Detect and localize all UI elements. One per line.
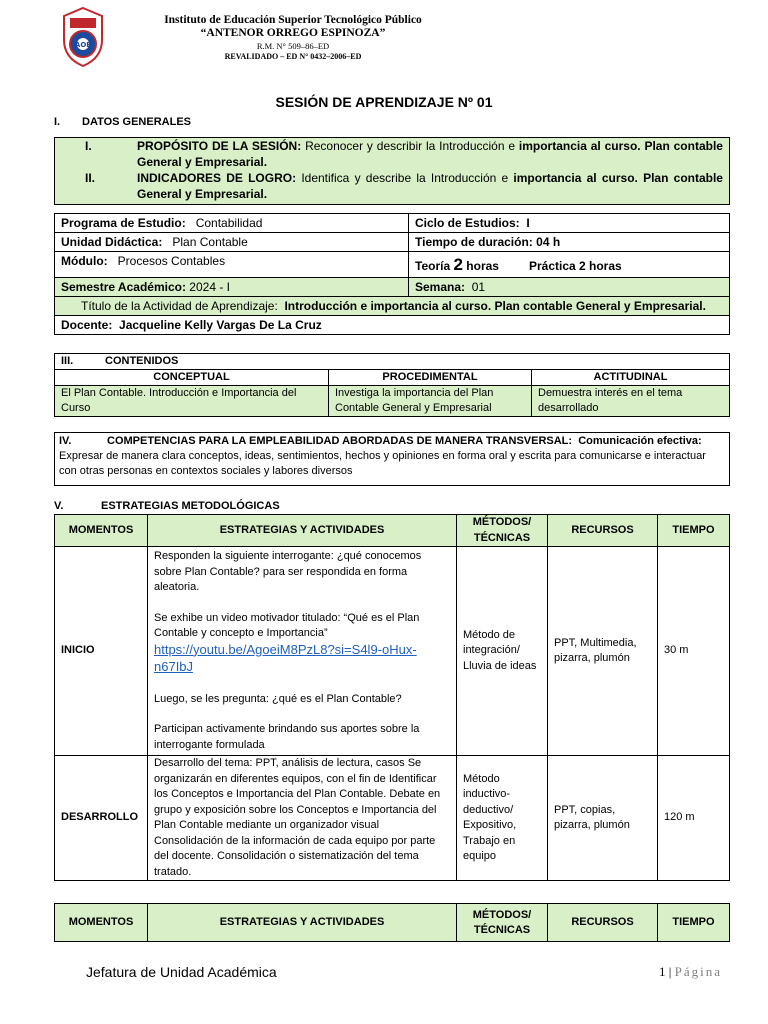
section-label: COMPETENCIAS PARA LA EMPLEABILIDAD ABORDADAS DE MANERA TRANSVERSAL: — [107, 435, 573, 447]
purpose-row — [55, 138, 729, 170]
inicio-video-text: Se exhibe un video motivador titulado: “Qué es el Plan Contable y concepto e Importancia” — [154, 611, 420, 639]
conceptual-header: CONCEPTUAL — [55, 370, 329, 386]
theory-hours: 2 — [453, 255, 463, 274]
indicators-number: II. — [85, 171, 96, 185]
methods-header: MÉTODOS/ TÉCNICAS — [457, 904, 548, 942]
moment-inicio: INICIO — [55, 547, 148, 756]
page-number: 1 — [659, 964, 666, 979]
moments-header: MOMENTOS — [55, 515, 148, 547]
institution-name: Instituto de Educación Superior Tecnológico Público — [164, 14, 422, 26]
strategies-table-continued — [54, 903, 730, 942]
section-number: III. — [61, 355, 74, 367]
semester-cell — [55, 278, 409, 297]
theory-unit: horas — [466, 259, 499, 273]
section-number: IV. — [59, 435, 72, 447]
attitudinal-value: Demuestra interés en el tema desarrollado — [532, 386, 730, 417]
attitudinal-header: ACTITUDINAL — [532, 370, 730, 386]
cycle-label: Ciclo de Estudios: — [415, 216, 520, 230]
desarrollo-resources: PPT, copias, pizarra, plumón — [548, 756, 658, 881]
theory-label: Teoría — [415, 259, 451, 273]
page-word: Página — [674, 964, 722, 979]
activities-header: ESTRATEGIAS Y ACTIVIDADES — [148, 515, 457, 547]
inicio-question: Responden la siguiente interrogante: ¿qué conocemos sobre Plan Contable? para ser respondida en forma aleatoria. — [154, 550, 422, 593]
purpose-text: Reconocer y describir la Introducción e — [305, 139, 516, 153]
time-header: TIEMPO — [658, 904, 730, 942]
module-cell — [55, 252, 409, 278]
teacher-cell — [55, 316, 730, 335]
footer-department: Jefatura de Unidad Académica — [86, 964, 277, 980]
desarrollo-activities: Desarrollo del tema: PPT, análisis de lectura, casos Se organizarán en diferentes equipos, con el fin de Identificar los Conceptos e Importancia del Plan Contable. Debate en grupo y exposición sobre los Conceptos e Importancia del Plan Contable mediante un organizador visual Consolidación de la información de cada equipo por parte del docente. Consolidación o sistematización del tema tratado. — [148, 756, 457, 881]
teacher-name: Jacqueline Kelly Vargas De La Cruz — [119, 318, 322, 332]
program-value: Contabilidad — [195, 216, 263, 230]
indicators-text: Identifica y describe la Introducción e — [301, 171, 509, 185]
unit-cell — [55, 233, 409, 252]
footer-page-number — [659, 964, 722, 980]
procedural-header: PROCEDIMENTAL — [329, 370, 532, 386]
duration-cell — [409, 233, 730, 252]
week-value: 01 — [471, 280, 486, 294]
duration-value: 04 h — [536, 235, 561, 249]
week-cell — [409, 278, 730, 297]
procedural-value: Investiga la importancia del Plan Contable General y Empresarial — [329, 386, 532, 417]
contents-table — [54, 353, 730, 417]
teacher-label: Docente: — [61, 318, 113, 332]
indicators-row — [55, 170, 729, 202]
inicio-resources: PPT, Multimedia, pizarra, plumón — [548, 547, 658, 756]
institution-block — [128, 14, 458, 62]
inicio-participation: Participan activamente brindando sus aportes sobre la interrogante formulada — [154, 723, 420, 751]
institution-logo — [56, 6, 110, 68]
inicio-time: 30 m — [658, 547, 730, 756]
module-label: Módulo: — [61, 254, 108, 268]
moment-desarrollo: DESARROLLO — [55, 756, 148, 881]
inicio-methods: Método de integración/ Lluvia de ideas — [457, 547, 548, 756]
competency-text: Expresar de manera clara conceptos, ideas, sentimientos, hechos y opiniones en forma oral y escrita para comunicarse e interactuar con otras personas en contextos sociales y labores diversos — [59, 450, 706, 477]
page-separator: | — [668, 964, 672, 979]
conceptual-value: El Plan Contable. Introducción e Importancia del Curso — [55, 386, 329, 417]
week-label: Semana: — [415, 280, 466, 294]
general-info-table — [54, 213, 730, 335]
revalidation: REVALIDADO – ED N° 0432–2006–ED — [224, 52, 362, 61]
contents-title-cell — [55, 354, 730, 370]
indicators-bold-text: importancia al curso. Plan contable General y Empresarial. — [137, 171, 723, 201]
time-header: TIEMPO — [658, 515, 730, 547]
section-estrategias — [54, 500, 280, 512]
cycle-value: I — [526, 216, 530, 230]
desarrollo-methods: Método inductivo-deductivo/ Expositivo, Trabajo en equipo — [457, 756, 548, 881]
semester-value: 2024 - I — [189, 280, 230, 294]
section-label: ESTRATEGIAS METODOLÓGICAS — [101, 500, 280, 512]
competencies-box — [54, 432, 730, 486]
purpose-number: I. — [85, 139, 92, 153]
section-number: I. — [54, 116, 61, 128]
table-row — [55, 756, 730, 881]
inicio-followup: Luego, se les pregunta: ¿qué es el Plan Contable? — [154, 692, 402, 705]
moments-header: MOMENTOS — [55, 904, 148, 942]
activities-header: ESTRATEGIAS Y ACTIVIDADES — [148, 904, 457, 942]
section-datos-generales — [54, 116, 191, 128]
hours-cell — [409, 252, 730, 278]
practice-hours: Práctica 2 horas — [528, 259, 622, 273]
inicio-activities — [148, 547, 457, 756]
institution-title: “ANTENOR ORREGO ESPINOZA” — [200, 27, 386, 39]
resources-header: RECURSOS — [548, 515, 658, 547]
module-value: Procesos Contables — [117, 254, 226, 268]
cycle-cell — [409, 214, 730, 233]
document-header — [54, 6, 474, 68]
page-title: SESIÓN DE APRENDIZAJE Nº 01 — [275, 94, 493, 110]
resources-header: RECURSOS — [548, 904, 658, 942]
program-cell — [55, 214, 409, 233]
resolution-number: R.M. N° 509–86–ED — [256, 41, 330, 51]
video-link[interactable]: https://youtu.be/AgoeiM8PzL8?si=S4l9-oHux-n67IbJ — [154, 641, 417, 674]
activity-title-value: Introducción e importancia al curso. Plan contable General y Empresarial. — [284, 299, 706, 313]
unit-label: Unidad Didáctica: — [61, 235, 163, 249]
desarrollo-time: 120 m — [658, 756, 730, 881]
section-number: V. — [54, 500, 64, 512]
strategies-table — [54, 514, 730, 881]
indicators-label: INDICADORES DE LOGRO: — [137, 171, 297, 185]
program-label: Programa de Estudio: — [61, 216, 186, 230]
activity-title-cell — [55, 297, 730, 316]
objectives-box — [54, 137, 730, 205]
purpose-bold-text: importancia al curso. Plan contable General y Empresarial. — [137, 139, 723, 169]
duration-label: Tiempo de duración: — [415, 235, 533, 249]
table-row — [55, 547, 730, 756]
methods-header: MÉTODOS/ TÉCNICAS — [457, 515, 548, 547]
purpose-label: PROPÓSITO DE LA SESIÓN: — [137, 139, 302, 153]
section-label: DATOS GENERALES — [82, 116, 191, 128]
svg-text:AOE: AOE — [74, 41, 92, 49]
activity-title-label: Título de la Actividad de Aprendizaje: — [81, 299, 278, 313]
semester-label: Semestre Académico: — [61, 280, 186, 294]
unit-value: Plan Contable — [172, 235, 248, 249]
section-label: CONTENIDOS — [105, 355, 179, 367]
competency-name: Comunicación efectiva: — [578, 435, 702, 447]
